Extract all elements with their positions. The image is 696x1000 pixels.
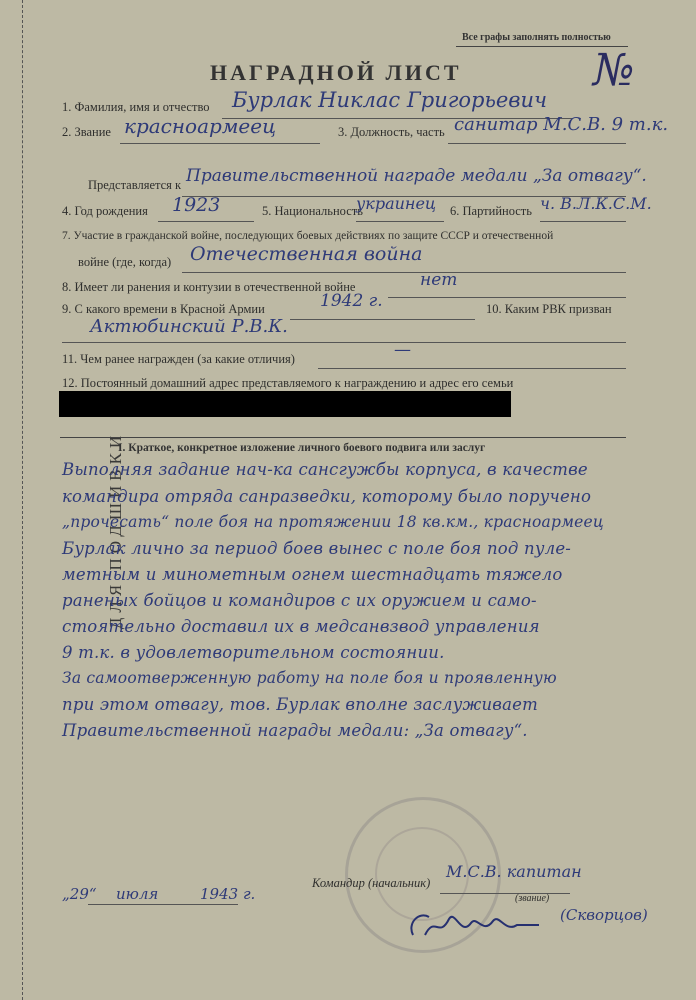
field-7-line	[182, 272, 626, 273]
field-1-value: Бурлак Никлас Григорьевич	[232, 88, 548, 112]
story-line: Выполняя задание нач-ка сансгужбы корпуса, в качестве	[62, 460, 588, 479]
field-7-value: Отечественная война	[190, 243, 423, 265]
field-5-value: украинец	[356, 194, 437, 213]
binding-margin-line	[22, 0, 23, 1000]
field-10-line	[62, 342, 626, 343]
field-2-line	[120, 143, 320, 144]
commander-label: Командир (начальник)	[312, 876, 431, 890]
field-2-value: красноармеец	[124, 114, 277, 138]
field-8-value: нет	[420, 270, 458, 290]
date-day: „29“	[62, 885, 97, 903]
field-2-label: 2. Звание	[62, 125, 111, 139]
field-11-value: —	[394, 340, 411, 360]
date-year: 1943 г.	[200, 885, 256, 903]
date-line	[88, 904, 238, 905]
story-line: командира отряда санразведки, которому было поручено	[62, 487, 592, 506]
field-9-label: 9. С какого времени в Красной Армии	[62, 302, 265, 316]
field-3-label: 3. Должность, часть	[338, 125, 445, 139]
represent-value: Правительственной награде медали „За отвагу“.	[186, 166, 647, 186]
story-line: 9 т.к. в удовлетворительном состоянии.	[62, 643, 445, 662]
redaction-bar	[59, 391, 511, 417]
story-line: Правительственной награды медали: „За отвагу“.	[62, 721, 528, 740]
field-8-label: 8. Имеет ли ранения и контузии в отечественной войне	[62, 280, 356, 294]
binding-label: ДЛЯ ПОДШИВКИ	[106, 430, 125, 630]
field-5-label: 5. Национальность	[262, 204, 363, 218]
section-heading: I. Краткое, конкретное изложение личного боевого подвига или заслуг	[118, 442, 486, 454]
rank-caption: (звание)	[515, 893, 550, 904]
field-3-value: санитар М.С.В. 9 т.к.	[454, 114, 669, 135]
commander-value: М.С.В. капитан	[446, 862, 582, 881]
field-4-label: 4. Год рождения	[62, 204, 148, 218]
field-6-value: ч. В.Л.К.С.М.	[540, 194, 652, 213]
field-8-line	[388, 297, 626, 298]
field-5-line	[356, 221, 444, 222]
fill-all-fields-note: Все графы заполнять полностью	[462, 32, 611, 43]
field-10-value: Актюбинский Р.В.К.	[90, 316, 288, 337]
field-6-line	[540, 221, 626, 222]
field-7-label-a: 7. Участие в гражданской войне, последующих боевых действиях по защите СССР и отечественной	[62, 230, 554, 242]
field-6-label: 6. Партийность	[450, 204, 532, 218]
field-4-value: 1923	[172, 194, 221, 216]
field-11-label: 11. Чем ранее награжден (за какие отличия)	[62, 352, 295, 366]
date-month: июля	[116, 885, 159, 903]
field-7-label-b: войне (где, когда)	[78, 255, 172, 269]
field-1-label: 1. Фамилия, имя и отчество	[62, 100, 210, 114]
corner-mark: №	[593, 45, 635, 96]
signature-name: (Скворцов)	[560, 906, 648, 924]
field-9-value: 1942 г.	[320, 291, 383, 311]
field-9-line	[290, 319, 475, 320]
story-line: „прочесать“ поле боя на протяжении 18 кв.км., красноармеец	[62, 513, 604, 531]
story-line: при этом отвагу, тов. Бурлак вполне заслуживает	[62, 695, 538, 714]
section-divider	[60, 437, 626, 438]
field-3-line	[448, 143, 626, 144]
story-line: раненых бойцов и командиров с их оружием и само-	[62, 591, 537, 610]
commander-line	[440, 893, 570, 894]
story-line: метным и минометным огнем шестнадцать тяжело	[62, 565, 563, 584]
story-line: стоятельно доставил их в медсанвзвод управления	[62, 617, 540, 636]
represent-label: Представляется к	[88, 178, 182, 192]
field-4-line	[158, 221, 254, 222]
field-11-line	[318, 368, 626, 369]
story-line: За самоотверженную работу на поле боя и проявленную	[62, 669, 557, 687]
field-12-label: 12. Постоянный домашний адрес представляемого к награждению и адрес его семьи	[62, 376, 514, 390]
field-10-label: 10. Каким РВК призван	[486, 302, 612, 316]
page-title: НАГРАДНОЙ ЛИСТ	[210, 60, 462, 85]
story-line: Бурлак лично за период боев вынес с поле боя под пуле-	[62, 539, 572, 558]
commander-signature	[405, 905, 545, 945]
